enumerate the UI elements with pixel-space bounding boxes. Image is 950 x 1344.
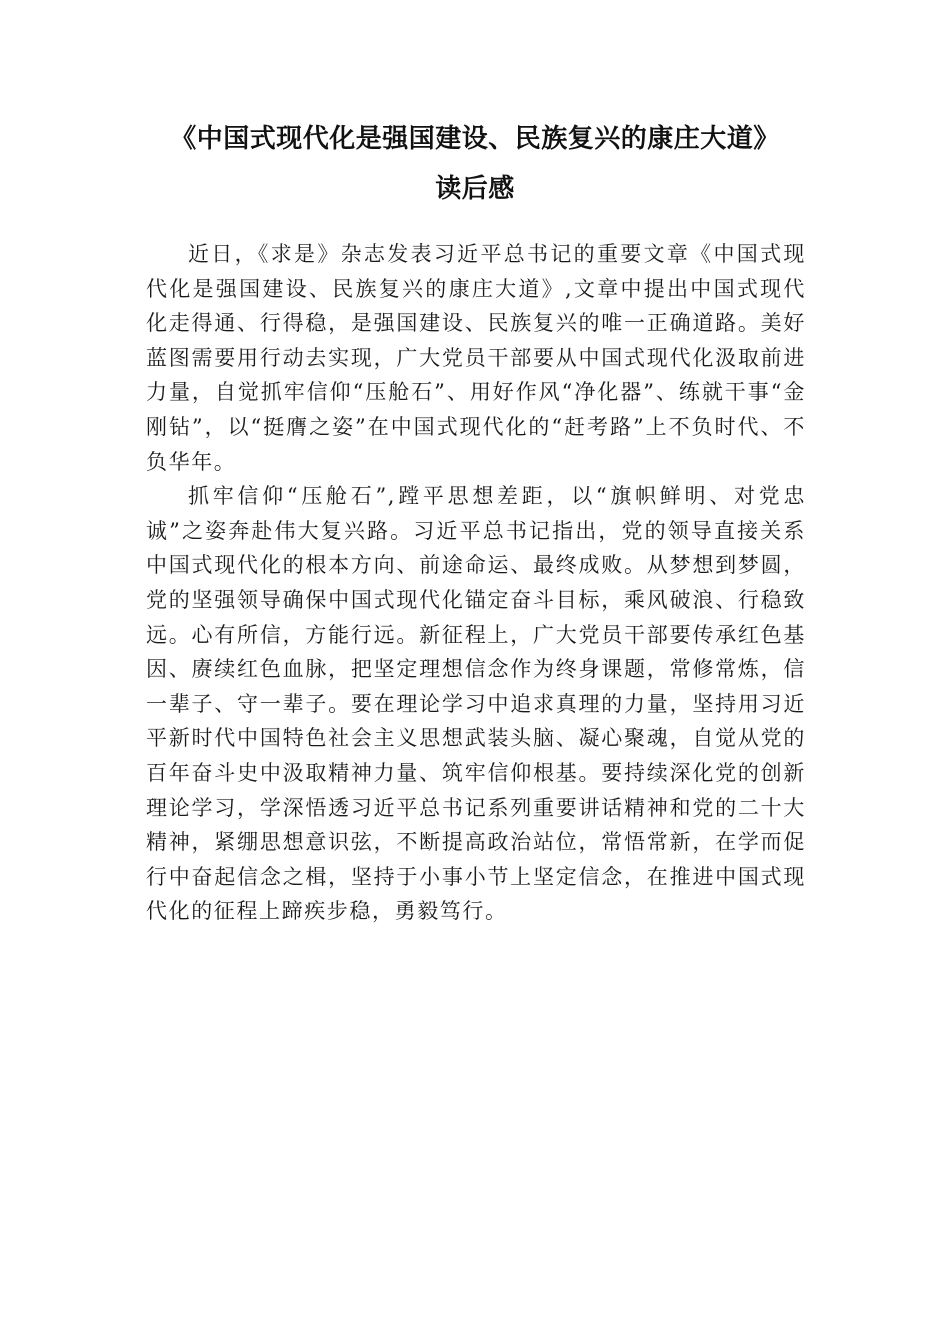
paragraph-2: 抓牢信仰“压舱石”,蹚平思想差距，以“旗帜鲜明、对党忠诚”之姿奔赴伟大复兴路。习近平总书记指出，党的领导直接关系中国式现代化的根本方向、前途命运、最终成败。从梦想到梦圆，党的坚强领导确保中国式现代化锚定奋斗目标，乘风破浪、行稳致远。心有所信，方能行远。新征程上，广大党员干部要传承红色基因、赓续红色血脉，把坚定理想信念作为终身课题，常修常炼，信一辈子、守一辈子。要在理论学习中追求真理的力量，坚持用习近平新时代中国特色社会主义思想武装头脑、凝心聚魂，自觉从党的百年奋斗史中汲取精神力量、筑牢信仰根基。要持续深化党的创新理论学习，学深悟透习近平总书记系列重要讲话精神和党的二十大精神，紧绷思想意识弦，不断提高政治站位，常悟常新，在学而促行中奋起信念之楫，坚持于小事小节上坚定信念，在推进中国式现代化的征程上蹄疾步稳，勇毅笃行。 (146, 484, 806, 924)
document-body (146, 237, 806, 929)
paragraph-1: 近日，《求是》杂志发表习近平总书记的重要文章《中国式现代化是强国建设、民族复兴的康庄大道》,文章中提出中国式现代化走得通、行得稳，是强国建设、民族复兴的唯一正确道路。美好蓝图需要用行动去实现，广大党员干部要从中国式现代化汲取前进力量，自觉抓牢信仰“压舱石”、用好作风“净化器”、练就干事“金刚钻”，以“挺膺之姿”在中国式现代化的“赶考路”上不负时代、不负华年。 (146, 242, 806, 474)
document-title-line2: 读后感 (435, 174, 515, 204)
document-title-line1: 《中国式现代化是强国建设、民族复兴的康庄大道》 (170, 124, 780, 154)
